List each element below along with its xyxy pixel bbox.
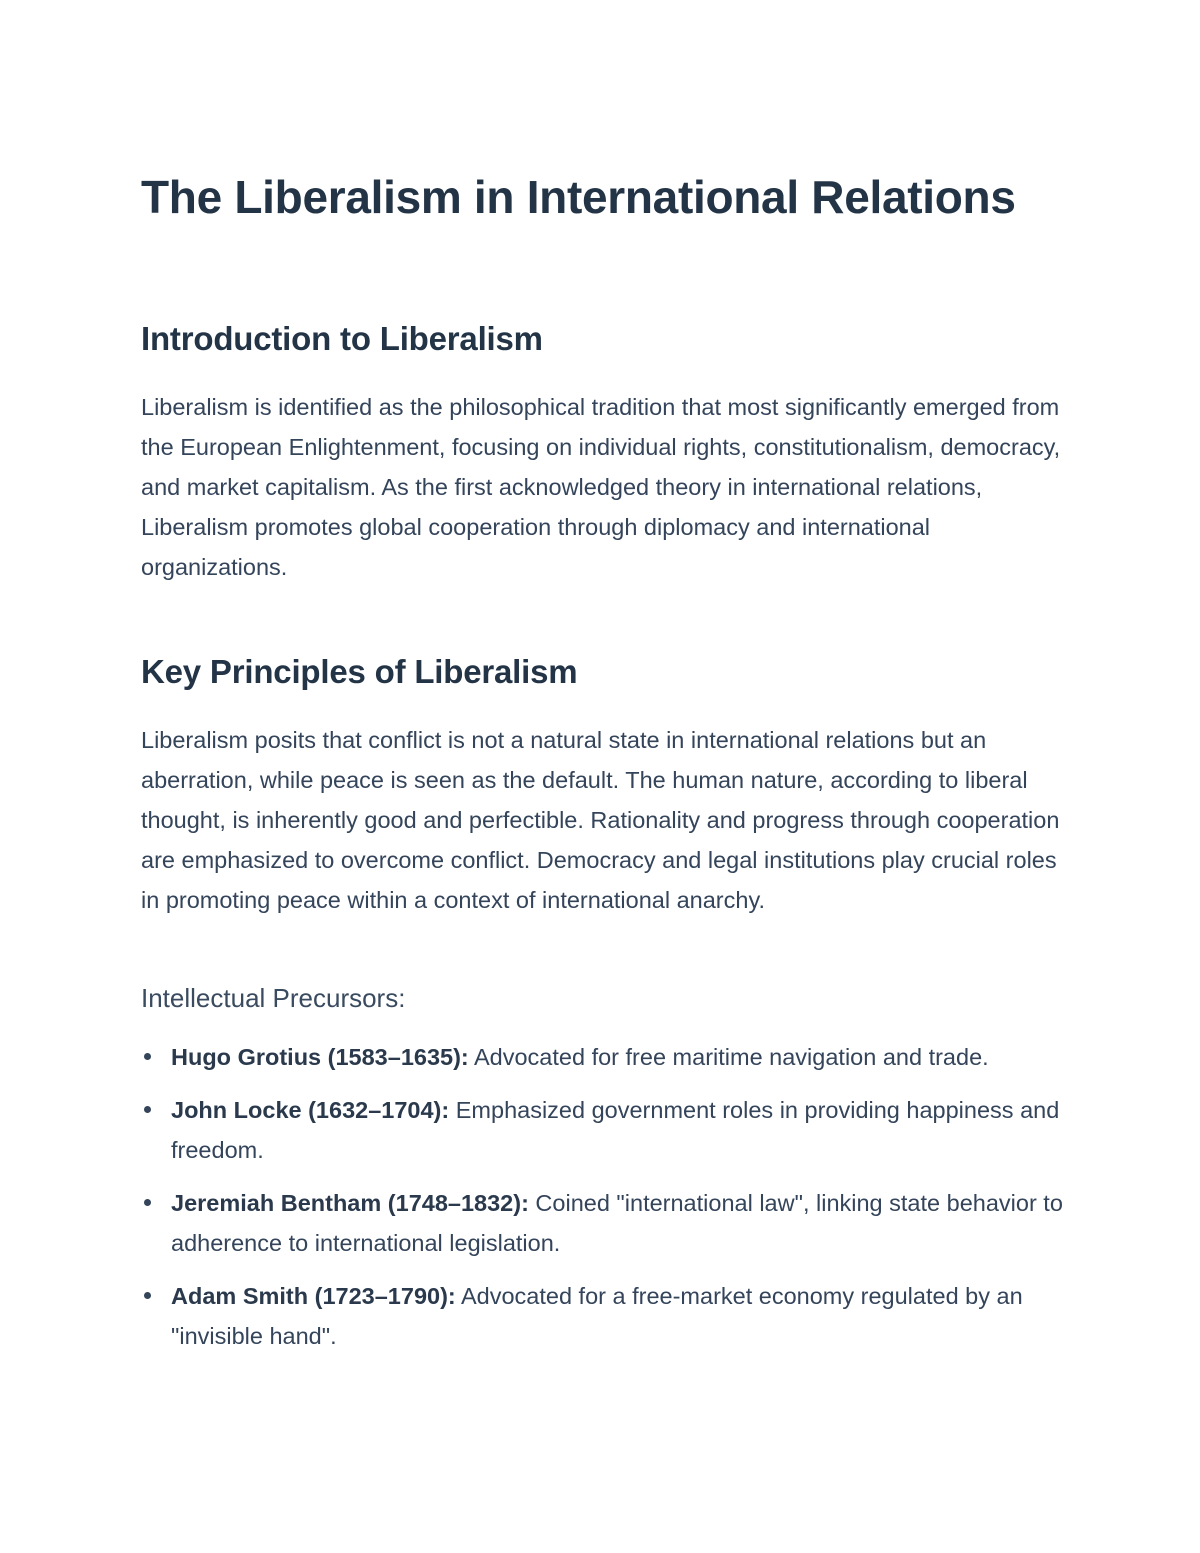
precursor-name: Adam Smith (1723–1790): <box>171 1283 456 1309</box>
bullet-icon <box>144 1106 151 1113</box>
section-heading-introduction: Introduction to Liberalism <box>141 320 543 357</box>
precursor-description: Emphasized government roles in providing happiness and freedom. <box>171 1097 1060 1163</box>
list-item <box>141 1276 1071 1356</box>
precursor-name: John Locke (1632–1704): <box>171 1097 450 1123</box>
precursor-name: Hugo Grotius (1583–1635): <box>171 1044 469 1070</box>
precursor-description: Advocated for a free-market economy regulated by an "invisible hand". <box>171 1283 1023 1349</box>
precursor-description: Advocated for free maritime navigation and trade. <box>468 1044 989 1070</box>
key-principles-paragraph: Liberalism posits that conflict is not a natural state in international relations but an aberration, while peace is seen as the default. The human nature, according to liberal thought, is inherently good and perfectible. Rationality and progress through cooperation are emphasized to overcome conflict. Democracy and legal institutions play crucial roles in promoting peace within a context of international anarchy. <box>141 727 1060 913</box>
list-item <box>141 1037 1071 1077</box>
bullet-icon <box>144 1053 151 1060</box>
subsection-heading-precursors: Intellectual Precursors: <box>141 983 406 1013</box>
precursor-name: Jeremiah Bentham (1748–1832): <box>171 1190 529 1216</box>
bullet-icon <box>144 1292 151 1299</box>
document-title: The Liberalism in International Relations <box>141 171 1016 223</box>
bullet-icon <box>144 1199 151 1206</box>
precursors-list <box>141 1037 1071 1369</box>
precursor-description: Coined "international law", linking state behavior to adherence to international legislation. <box>171 1190 1063 1256</box>
section-heading-key-principles: Key Principles of Liberalism <box>141 653 578 690</box>
list-item <box>141 1183 1071 1263</box>
list-item <box>141 1090 1071 1170</box>
introduction-paragraph: Liberalism is identified as the philosophical tradition that most significantly emerged from the European Enlightenment, focusing on individual rights, constitutionalism, democracy, and market capitalism. As the first acknowledged theory in international relations, Liberalism promotes global cooperation through diplomacy and international organizations. <box>141 394 1061 580</box>
